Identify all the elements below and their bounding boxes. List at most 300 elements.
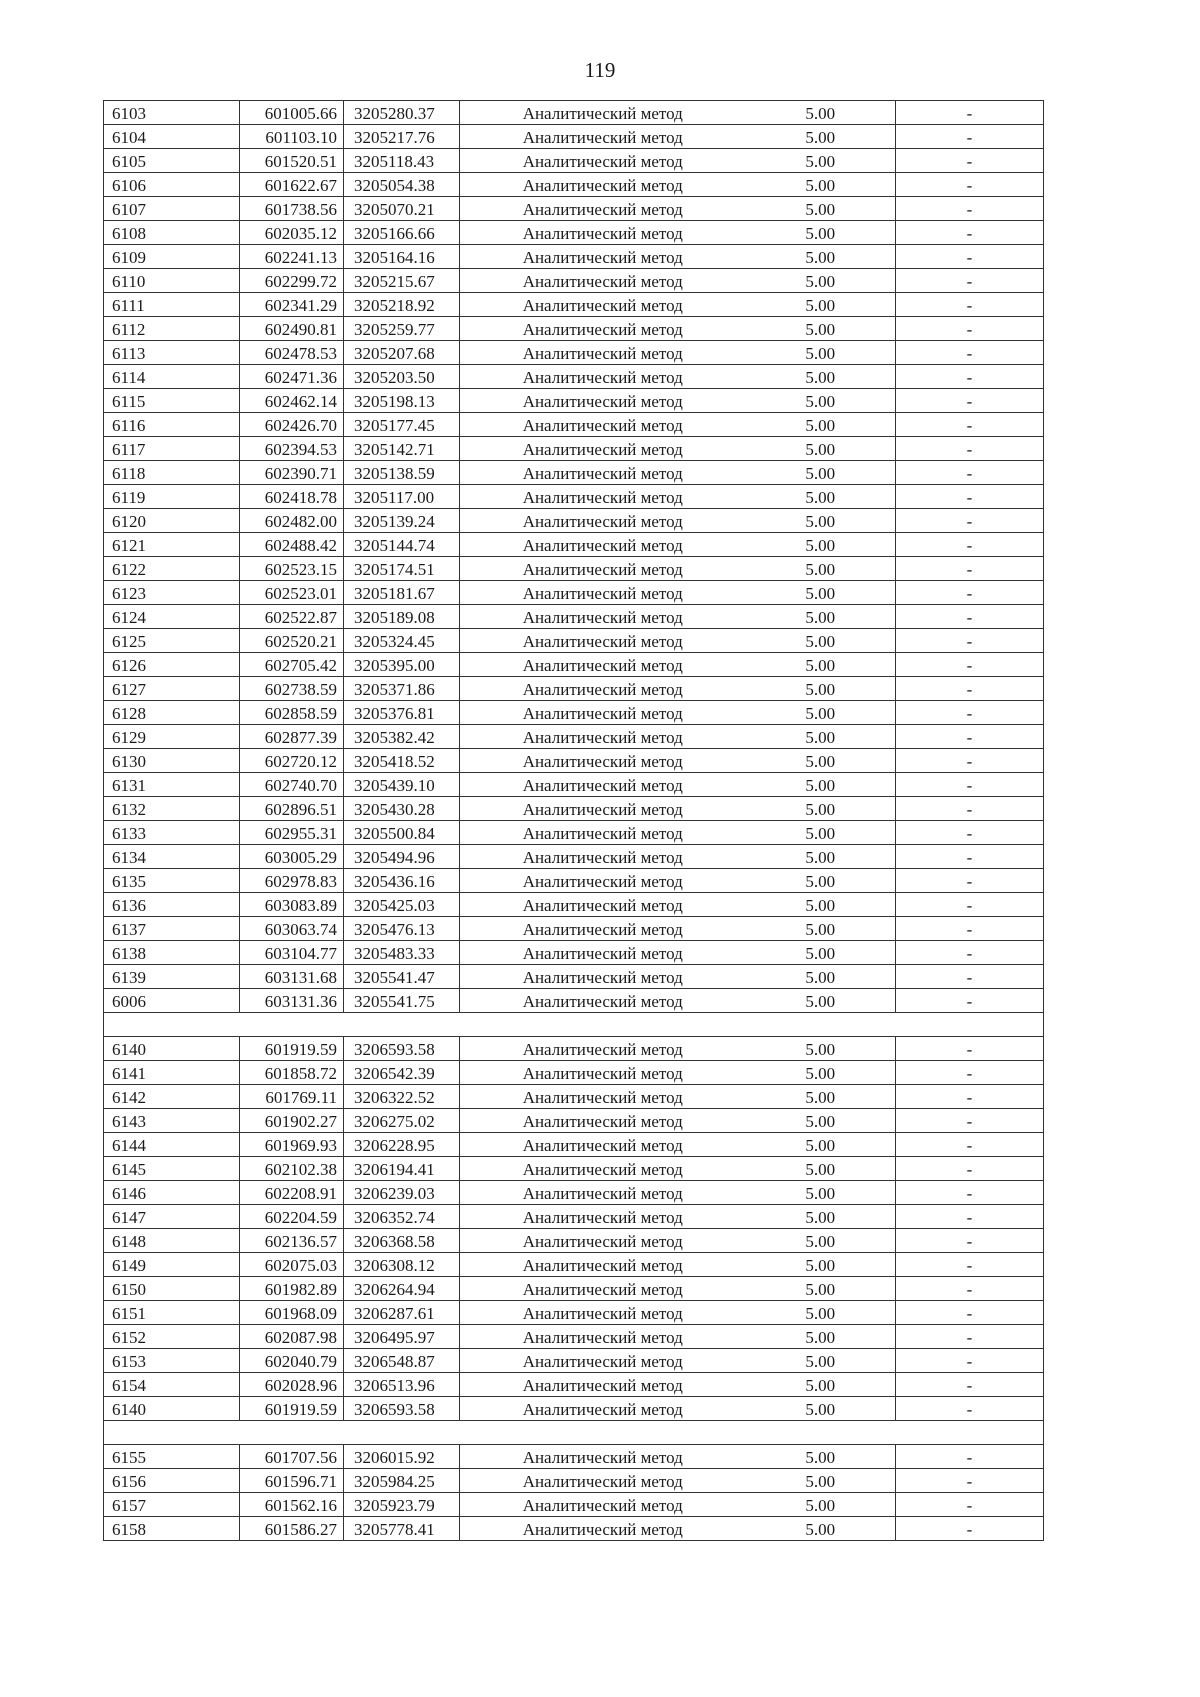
method-cell: Аналитический метод bbox=[460, 269, 746, 293]
table-row bbox=[104, 293, 1044, 317]
coord-y-cell: 3205189.08 bbox=[344, 605, 460, 629]
empty-cell bbox=[896, 1013, 1044, 1037]
table-row bbox=[104, 1085, 1044, 1109]
table-row bbox=[104, 821, 1044, 845]
table-row bbox=[104, 677, 1044, 701]
coord-y-cell: 3205494.96 bbox=[344, 845, 460, 869]
note-cell: - bbox=[896, 1301, 1044, 1325]
note-cell: - bbox=[896, 965, 1044, 989]
method-cell: Аналитический метод bbox=[460, 125, 746, 149]
accuracy-cell: 5.00 bbox=[746, 221, 896, 245]
coord-x-cell: 602087.98 bbox=[240, 1325, 344, 1349]
point-number-cell: 6135 bbox=[104, 869, 240, 893]
coord-y-cell: 3205324.45 bbox=[344, 629, 460, 653]
method-cell: Аналитический метод bbox=[460, 245, 746, 269]
method-cell: Аналитический метод bbox=[460, 149, 746, 173]
coord-x-cell: 602523.01 bbox=[240, 581, 344, 605]
point-number-cell: 6136 bbox=[104, 893, 240, 917]
method-cell: Аналитический метод bbox=[460, 557, 746, 581]
accuracy-cell: 5.00 bbox=[746, 317, 896, 341]
coord-y-cell: 3205198.13 bbox=[344, 389, 460, 413]
accuracy-cell: 5.00 bbox=[746, 1373, 896, 1397]
table-row bbox=[104, 701, 1044, 725]
method-cell: Аналитический метод bbox=[460, 1085, 746, 1109]
table-row bbox=[104, 1229, 1044, 1253]
table-row bbox=[104, 269, 1044, 293]
table-row bbox=[104, 725, 1044, 749]
method-cell: Аналитический метод bbox=[460, 437, 746, 461]
empty-cell bbox=[746, 1013, 896, 1037]
coord-y-cell: 3206275.02 bbox=[344, 1109, 460, 1133]
coord-y-cell: 3205166.66 bbox=[344, 221, 460, 245]
accuracy-cell: 5.00 bbox=[746, 125, 896, 149]
table-row bbox=[104, 1493, 1044, 1517]
method-cell: Аналитический метод bbox=[460, 1133, 746, 1157]
coord-y-cell: 3205139.24 bbox=[344, 509, 460, 533]
table-row bbox=[104, 845, 1044, 869]
table-row bbox=[104, 965, 1044, 989]
table-row bbox=[104, 1133, 1044, 1157]
method-cell: Аналитический метод bbox=[460, 1037, 746, 1061]
note-cell: - bbox=[896, 1493, 1044, 1517]
coord-x-cell: 602299.72 bbox=[240, 269, 344, 293]
note-cell: - bbox=[896, 293, 1044, 317]
coord-y-cell: 3205144.74 bbox=[344, 533, 460, 557]
point-number-cell: 6137 bbox=[104, 917, 240, 941]
method-cell: Аналитический метод bbox=[460, 509, 746, 533]
accuracy-cell: 5.00 bbox=[746, 1253, 896, 1277]
coord-y-cell: 3205476.13 bbox=[344, 917, 460, 941]
accuracy-cell: 5.00 bbox=[746, 1349, 896, 1373]
method-cell: Аналитический метод bbox=[460, 773, 746, 797]
empty-cell bbox=[896, 1421, 1044, 1445]
table-row bbox=[104, 1373, 1044, 1397]
note-cell: - bbox=[896, 1205, 1044, 1229]
coord-y-cell: 3206287.61 bbox=[344, 1301, 460, 1325]
coord-x-cell: 601103.10 bbox=[240, 125, 344, 149]
table-row bbox=[104, 1517, 1044, 1541]
coord-x-cell: 601968.09 bbox=[240, 1301, 344, 1325]
empty-cell bbox=[460, 1013, 746, 1037]
note-cell: - bbox=[896, 1133, 1044, 1157]
coord-x-cell: 602896.51 bbox=[240, 797, 344, 821]
accuracy-cell: 5.00 bbox=[746, 869, 896, 893]
note-cell: - bbox=[896, 917, 1044, 941]
method-cell: Аналитический метод bbox=[460, 533, 746, 557]
accuracy-cell: 5.00 bbox=[746, 365, 896, 389]
note-cell: - bbox=[896, 173, 1044, 197]
coord-x-cell: 602390.71 bbox=[240, 461, 344, 485]
coordinates-table bbox=[103, 100, 1044, 1541]
coord-y-cell: 3205418.52 bbox=[344, 749, 460, 773]
coord-x-cell: 602523.15 bbox=[240, 557, 344, 581]
accuracy-cell: 5.00 bbox=[746, 605, 896, 629]
table-row bbox=[104, 1301, 1044, 1325]
point-number-cell: 6121 bbox=[104, 533, 240, 557]
note-cell: - bbox=[896, 341, 1044, 365]
accuracy-cell: 5.00 bbox=[746, 797, 896, 821]
accuracy-cell: 5.00 bbox=[746, 1325, 896, 1349]
accuracy-cell: 5.00 bbox=[746, 1397, 896, 1421]
coord-y-cell: 3205430.28 bbox=[344, 797, 460, 821]
method-cell: Аналитический метод bbox=[460, 461, 746, 485]
coord-y-cell: 3205483.33 bbox=[344, 941, 460, 965]
note-cell: - bbox=[896, 485, 1044, 509]
method-cell: Аналитический метод bbox=[460, 1109, 746, 1133]
coord-y-cell: 3206593.58 bbox=[344, 1397, 460, 1421]
point-number-cell: 6150 bbox=[104, 1277, 240, 1301]
accuracy-cell: 5.00 bbox=[746, 1445, 896, 1469]
point-number-cell: 6127 bbox=[104, 677, 240, 701]
empty-cell bbox=[344, 1421, 460, 1445]
point-number-cell: 6110 bbox=[104, 269, 240, 293]
point-number-cell: 6147 bbox=[104, 1205, 240, 1229]
coord-y-cell: 3205541.47 bbox=[344, 965, 460, 989]
coord-y-cell: 3206368.58 bbox=[344, 1229, 460, 1253]
table-row bbox=[104, 1157, 1044, 1181]
method-cell: Аналитический метод bbox=[460, 653, 746, 677]
accuracy-cell: 5.00 bbox=[746, 701, 896, 725]
coord-x-cell: 601982.89 bbox=[240, 1277, 344, 1301]
coord-y-cell: 3206308.12 bbox=[344, 1253, 460, 1277]
coord-x-cell: 601919.59 bbox=[240, 1037, 344, 1061]
point-number-cell: 6144 bbox=[104, 1133, 240, 1157]
table-row bbox=[104, 365, 1044, 389]
note-cell: - bbox=[896, 365, 1044, 389]
note-cell: - bbox=[896, 317, 1044, 341]
coord-y-cell: 3205215.67 bbox=[344, 269, 460, 293]
accuracy-cell: 5.00 bbox=[746, 557, 896, 581]
coord-y-cell: 3205280.37 bbox=[344, 101, 460, 125]
note-cell: - bbox=[896, 1517, 1044, 1541]
coord-y-cell: 3206264.94 bbox=[344, 1277, 460, 1301]
note-cell: - bbox=[896, 125, 1044, 149]
point-number-cell: 6151 bbox=[104, 1301, 240, 1325]
note-cell: - bbox=[896, 437, 1044, 461]
point-number-cell: 6126 bbox=[104, 653, 240, 677]
table-row bbox=[104, 1445, 1044, 1469]
accuracy-cell: 5.00 bbox=[746, 653, 896, 677]
coord-x-cell: 602471.36 bbox=[240, 365, 344, 389]
note-cell: - bbox=[896, 749, 1044, 773]
method-cell: Аналитический метод bbox=[460, 893, 746, 917]
coord-x-cell: 602426.70 bbox=[240, 413, 344, 437]
coord-x-cell: 602075.03 bbox=[240, 1253, 344, 1277]
coord-y-cell: 3205500.84 bbox=[344, 821, 460, 845]
method-cell: Аналитический метод bbox=[460, 365, 746, 389]
coord-y-cell: 3205395.00 bbox=[344, 653, 460, 677]
note-cell: - bbox=[896, 869, 1044, 893]
table-row bbox=[104, 917, 1044, 941]
accuracy-cell: 5.00 bbox=[746, 821, 896, 845]
accuracy-cell: 5.00 bbox=[746, 917, 896, 941]
note-cell: - bbox=[896, 533, 1044, 557]
coord-y-cell: 3205382.42 bbox=[344, 725, 460, 749]
point-number-cell: 6140 bbox=[104, 1037, 240, 1061]
empty-cell bbox=[240, 1013, 344, 1037]
table-row bbox=[104, 533, 1044, 557]
table-row bbox=[104, 149, 1044, 173]
point-number-cell: 6158 bbox=[104, 1517, 240, 1541]
method-cell: Аналитический метод bbox=[460, 1517, 746, 1541]
method-cell: Аналитический метод bbox=[460, 341, 746, 365]
point-number-cell: 6148 bbox=[104, 1229, 240, 1253]
coord-x-cell: 601586.27 bbox=[240, 1517, 344, 1541]
accuracy-cell: 5.00 bbox=[746, 149, 896, 173]
table-row bbox=[104, 869, 1044, 893]
empty-cell bbox=[344, 1013, 460, 1037]
accuracy-cell: 5.00 bbox=[746, 509, 896, 533]
page-number: 119 bbox=[584, 58, 616, 82]
point-number-cell: 6134 bbox=[104, 845, 240, 869]
note-cell: - bbox=[896, 1229, 1044, 1253]
coord-x-cell: 602522.87 bbox=[240, 605, 344, 629]
coord-y-cell: 3205436.16 bbox=[344, 869, 460, 893]
coord-y-cell: 3205371.86 bbox=[344, 677, 460, 701]
table-row bbox=[104, 173, 1044, 197]
accuracy-cell: 5.00 bbox=[746, 1301, 896, 1325]
note-cell: - bbox=[896, 893, 1044, 917]
note-cell: - bbox=[896, 1349, 1044, 1373]
method-cell: Аналитический метод bbox=[460, 485, 746, 509]
coord-x-cell: 601919.59 bbox=[240, 1397, 344, 1421]
accuracy-cell: 5.00 bbox=[746, 1493, 896, 1517]
accuracy-cell: 5.00 bbox=[746, 989, 896, 1013]
coord-y-cell: 3205118.43 bbox=[344, 149, 460, 173]
accuracy-cell: 5.00 bbox=[746, 293, 896, 317]
point-number-cell: 6111 bbox=[104, 293, 240, 317]
coord-y-cell: 3205259.77 bbox=[344, 317, 460, 341]
accuracy-cell: 5.00 bbox=[746, 389, 896, 413]
note-cell: - bbox=[896, 725, 1044, 749]
coord-x-cell: 602482.00 bbox=[240, 509, 344, 533]
coord-x-cell: 602705.42 bbox=[240, 653, 344, 677]
accuracy-cell: 5.00 bbox=[746, 173, 896, 197]
note-cell: - bbox=[896, 845, 1044, 869]
table-row bbox=[104, 341, 1044, 365]
coord-x-cell: 602740.70 bbox=[240, 773, 344, 797]
coord-y-cell: 3205778.41 bbox=[344, 1517, 460, 1541]
method-cell: Аналитический метод bbox=[460, 1397, 746, 1421]
table-row bbox=[104, 557, 1044, 581]
point-number-cell: 6132 bbox=[104, 797, 240, 821]
table-row bbox=[104, 437, 1044, 461]
coord-y-cell: 3206593.58 bbox=[344, 1037, 460, 1061]
table-row bbox=[104, 773, 1044, 797]
note-cell: - bbox=[896, 197, 1044, 221]
table-row bbox=[104, 1037, 1044, 1061]
table-row bbox=[104, 125, 1044, 149]
table-row bbox=[104, 1325, 1044, 1349]
note-cell: - bbox=[896, 1181, 1044, 1205]
point-number-cell: 6139 bbox=[104, 965, 240, 989]
note-cell: - bbox=[896, 989, 1044, 1013]
method-cell: Аналитический метод bbox=[460, 1061, 746, 1085]
coord-x-cell: 603083.89 bbox=[240, 893, 344, 917]
empty-cell bbox=[104, 1421, 240, 1445]
empty-cell bbox=[104, 1013, 240, 1037]
coord-x-cell: 602858.59 bbox=[240, 701, 344, 725]
point-number-cell: 6153 bbox=[104, 1349, 240, 1373]
note-cell: - bbox=[896, 413, 1044, 437]
accuracy-cell: 5.00 bbox=[746, 1229, 896, 1253]
coord-y-cell: 3205174.51 bbox=[344, 557, 460, 581]
coord-y-cell: 3205164.16 bbox=[344, 245, 460, 269]
note-cell: - bbox=[896, 1109, 1044, 1133]
table-row bbox=[104, 485, 1044, 509]
coord-x-cell: 602490.81 bbox=[240, 317, 344, 341]
coord-y-cell: 3205541.75 bbox=[344, 989, 460, 1013]
note-cell: - bbox=[896, 1253, 1044, 1277]
coord-y-cell: 3205138.59 bbox=[344, 461, 460, 485]
coord-x-cell: 602955.31 bbox=[240, 821, 344, 845]
table-row bbox=[104, 893, 1044, 917]
accuracy-cell: 5.00 bbox=[746, 341, 896, 365]
coord-x-cell: 603104.77 bbox=[240, 941, 344, 965]
table-row bbox=[104, 101, 1044, 125]
note-cell: - bbox=[896, 1445, 1044, 1469]
method-cell: Аналитический метод bbox=[460, 1205, 746, 1229]
accuracy-cell: 5.00 bbox=[746, 269, 896, 293]
point-number-cell: 6113 bbox=[104, 341, 240, 365]
coord-y-cell: 3206228.95 bbox=[344, 1133, 460, 1157]
accuracy-cell: 5.00 bbox=[746, 1085, 896, 1109]
coord-x-cell: 602040.79 bbox=[240, 1349, 344, 1373]
point-number-cell: 6114 bbox=[104, 365, 240, 389]
point-number-cell: 6103 bbox=[104, 101, 240, 125]
method-cell: Аналитический метод bbox=[460, 581, 746, 605]
table-row bbox=[104, 941, 1044, 965]
table-row bbox=[104, 749, 1044, 773]
table-row bbox=[104, 653, 1044, 677]
group-separator-row bbox=[104, 1013, 1044, 1037]
coord-y-cell: 3206322.52 bbox=[344, 1085, 460, 1109]
empty-cell bbox=[240, 1421, 344, 1445]
method-cell: Аналитический метод bbox=[460, 965, 746, 989]
accuracy-cell: 5.00 bbox=[746, 197, 896, 221]
method-cell: Аналитический метод bbox=[460, 917, 746, 941]
point-number-cell: 6106 bbox=[104, 173, 240, 197]
point-number-cell: 6118 bbox=[104, 461, 240, 485]
method-cell: Аналитический метод bbox=[460, 293, 746, 317]
note-cell: - bbox=[896, 1085, 1044, 1109]
coord-y-cell: 3205117.00 bbox=[344, 485, 460, 509]
method-cell: Аналитический метод bbox=[460, 1373, 746, 1397]
point-number-cell: 6108 bbox=[104, 221, 240, 245]
coord-x-cell: 601738.56 bbox=[240, 197, 344, 221]
accuracy-cell: 5.00 bbox=[746, 845, 896, 869]
note-cell: - bbox=[896, 509, 1044, 533]
note-cell: - bbox=[896, 269, 1044, 293]
method-cell: Аналитический метод bbox=[460, 221, 746, 245]
coord-y-cell: 3205177.45 bbox=[344, 413, 460, 437]
note-cell: - bbox=[896, 629, 1044, 653]
coord-y-cell: 3205142.71 bbox=[344, 437, 460, 461]
coord-y-cell: 3205054.38 bbox=[344, 173, 460, 197]
coord-x-cell: 602978.83 bbox=[240, 869, 344, 893]
accuracy-cell: 5.00 bbox=[746, 1517, 896, 1541]
note-cell: - bbox=[896, 1061, 1044, 1085]
point-number-cell: 6122 bbox=[104, 557, 240, 581]
table-row bbox=[104, 629, 1044, 653]
note-cell: - bbox=[896, 245, 1044, 269]
point-number-cell: 6140 bbox=[104, 1397, 240, 1421]
method-cell: Аналитический метод bbox=[460, 197, 746, 221]
table-row bbox=[104, 1349, 1044, 1373]
method-cell: Аналитический метод bbox=[460, 1157, 746, 1181]
point-number-cell: 6141 bbox=[104, 1061, 240, 1085]
coord-y-cell: 3205376.81 bbox=[344, 701, 460, 725]
method-cell: Аналитический метод bbox=[460, 1253, 746, 1277]
table-row bbox=[104, 245, 1044, 269]
accuracy-cell: 5.00 bbox=[746, 773, 896, 797]
method-cell: Аналитический метод bbox=[460, 701, 746, 725]
point-number-cell: 6152 bbox=[104, 1325, 240, 1349]
point-number-cell: 6116 bbox=[104, 413, 240, 437]
table-row bbox=[104, 797, 1044, 821]
coord-x-cell: 602418.78 bbox=[240, 485, 344, 509]
method-cell: Аналитический метод bbox=[460, 629, 746, 653]
point-number-cell: 6156 bbox=[104, 1469, 240, 1493]
accuracy-cell: 5.00 bbox=[746, 461, 896, 485]
method-cell: Аналитический метод bbox=[460, 941, 746, 965]
note-cell: - bbox=[896, 557, 1044, 581]
note-cell: - bbox=[896, 101, 1044, 125]
method-cell: Аналитический метод bbox=[460, 1325, 746, 1349]
note-cell: - bbox=[896, 1277, 1044, 1301]
point-number-cell: 6154 bbox=[104, 1373, 240, 1397]
group-separator-row bbox=[104, 1421, 1044, 1445]
table-row bbox=[104, 1397, 1044, 1421]
point-number-cell: 6104 bbox=[104, 125, 240, 149]
coord-x-cell: 601769.11 bbox=[240, 1085, 344, 1109]
note-cell: - bbox=[896, 1037, 1044, 1061]
coord-x-cell: 601596.71 bbox=[240, 1469, 344, 1493]
method-cell: Аналитический метод bbox=[460, 677, 746, 701]
coord-x-cell: 602028.96 bbox=[240, 1373, 344, 1397]
point-number-cell: 6006 bbox=[104, 989, 240, 1013]
table-row bbox=[104, 389, 1044, 413]
table-row bbox=[104, 413, 1044, 437]
accuracy-cell: 5.00 bbox=[746, 1277, 896, 1301]
note-cell: - bbox=[896, 1469, 1044, 1493]
accuracy-cell: 5.00 bbox=[746, 101, 896, 125]
coord-x-cell: 602035.12 bbox=[240, 221, 344, 245]
point-number-cell: 6155 bbox=[104, 1445, 240, 1469]
accuracy-cell: 5.00 bbox=[746, 245, 896, 269]
note-cell: - bbox=[896, 701, 1044, 725]
accuracy-cell: 5.00 bbox=[746, 413, 896, 437]
table-row bbox=[104, 1277, 1044, 1301]
method-cell: Аналитический метод bbox=[460, 1469, 746, 1493]
note-cell: - bbox=[896, 1325, 1044, 1349]
accuracy-cell: 5.00 bbox=[746, 893, 896, 917]
coord-x-cell: 601969.93 bbox=[240, 1133, 344, 1157]
coord-x-cell: 602462.14 bbox=[240, 389, 344, 413]
coord-x-cell: 601562.16 bbox=[240, 1493, 344, 1517]
note-cell: - bbox=[896, 389, 1044, 413]
coord-y-cell: 3206513.96 bbox=[344, 1373, 460, 1397]
coord-x-cell: 602488.42 bbox=[240, 533, 344, 557]
coord-x-cell: 602520.21 bbox=[240, 629, 344, 653]
method-cell: Аналитический метод bbox=[460, 1445, 746, 1469]
coord-x-cell: 601902.27 bbox=[240, 1109, 344, 1133]
coordinates-table-body bbox=[104, 101, 1044, 1541]
method-cell: Аналитический метод bbox=[460, 101, 746, 125]
note-cell: - bbox=[896, 1157, 1044, 1181]
note-cell: - bbox=[896, 149, 1044, 173]
coord-x-cell: 603131.68 bbox=[240, 965, 344, 989]
